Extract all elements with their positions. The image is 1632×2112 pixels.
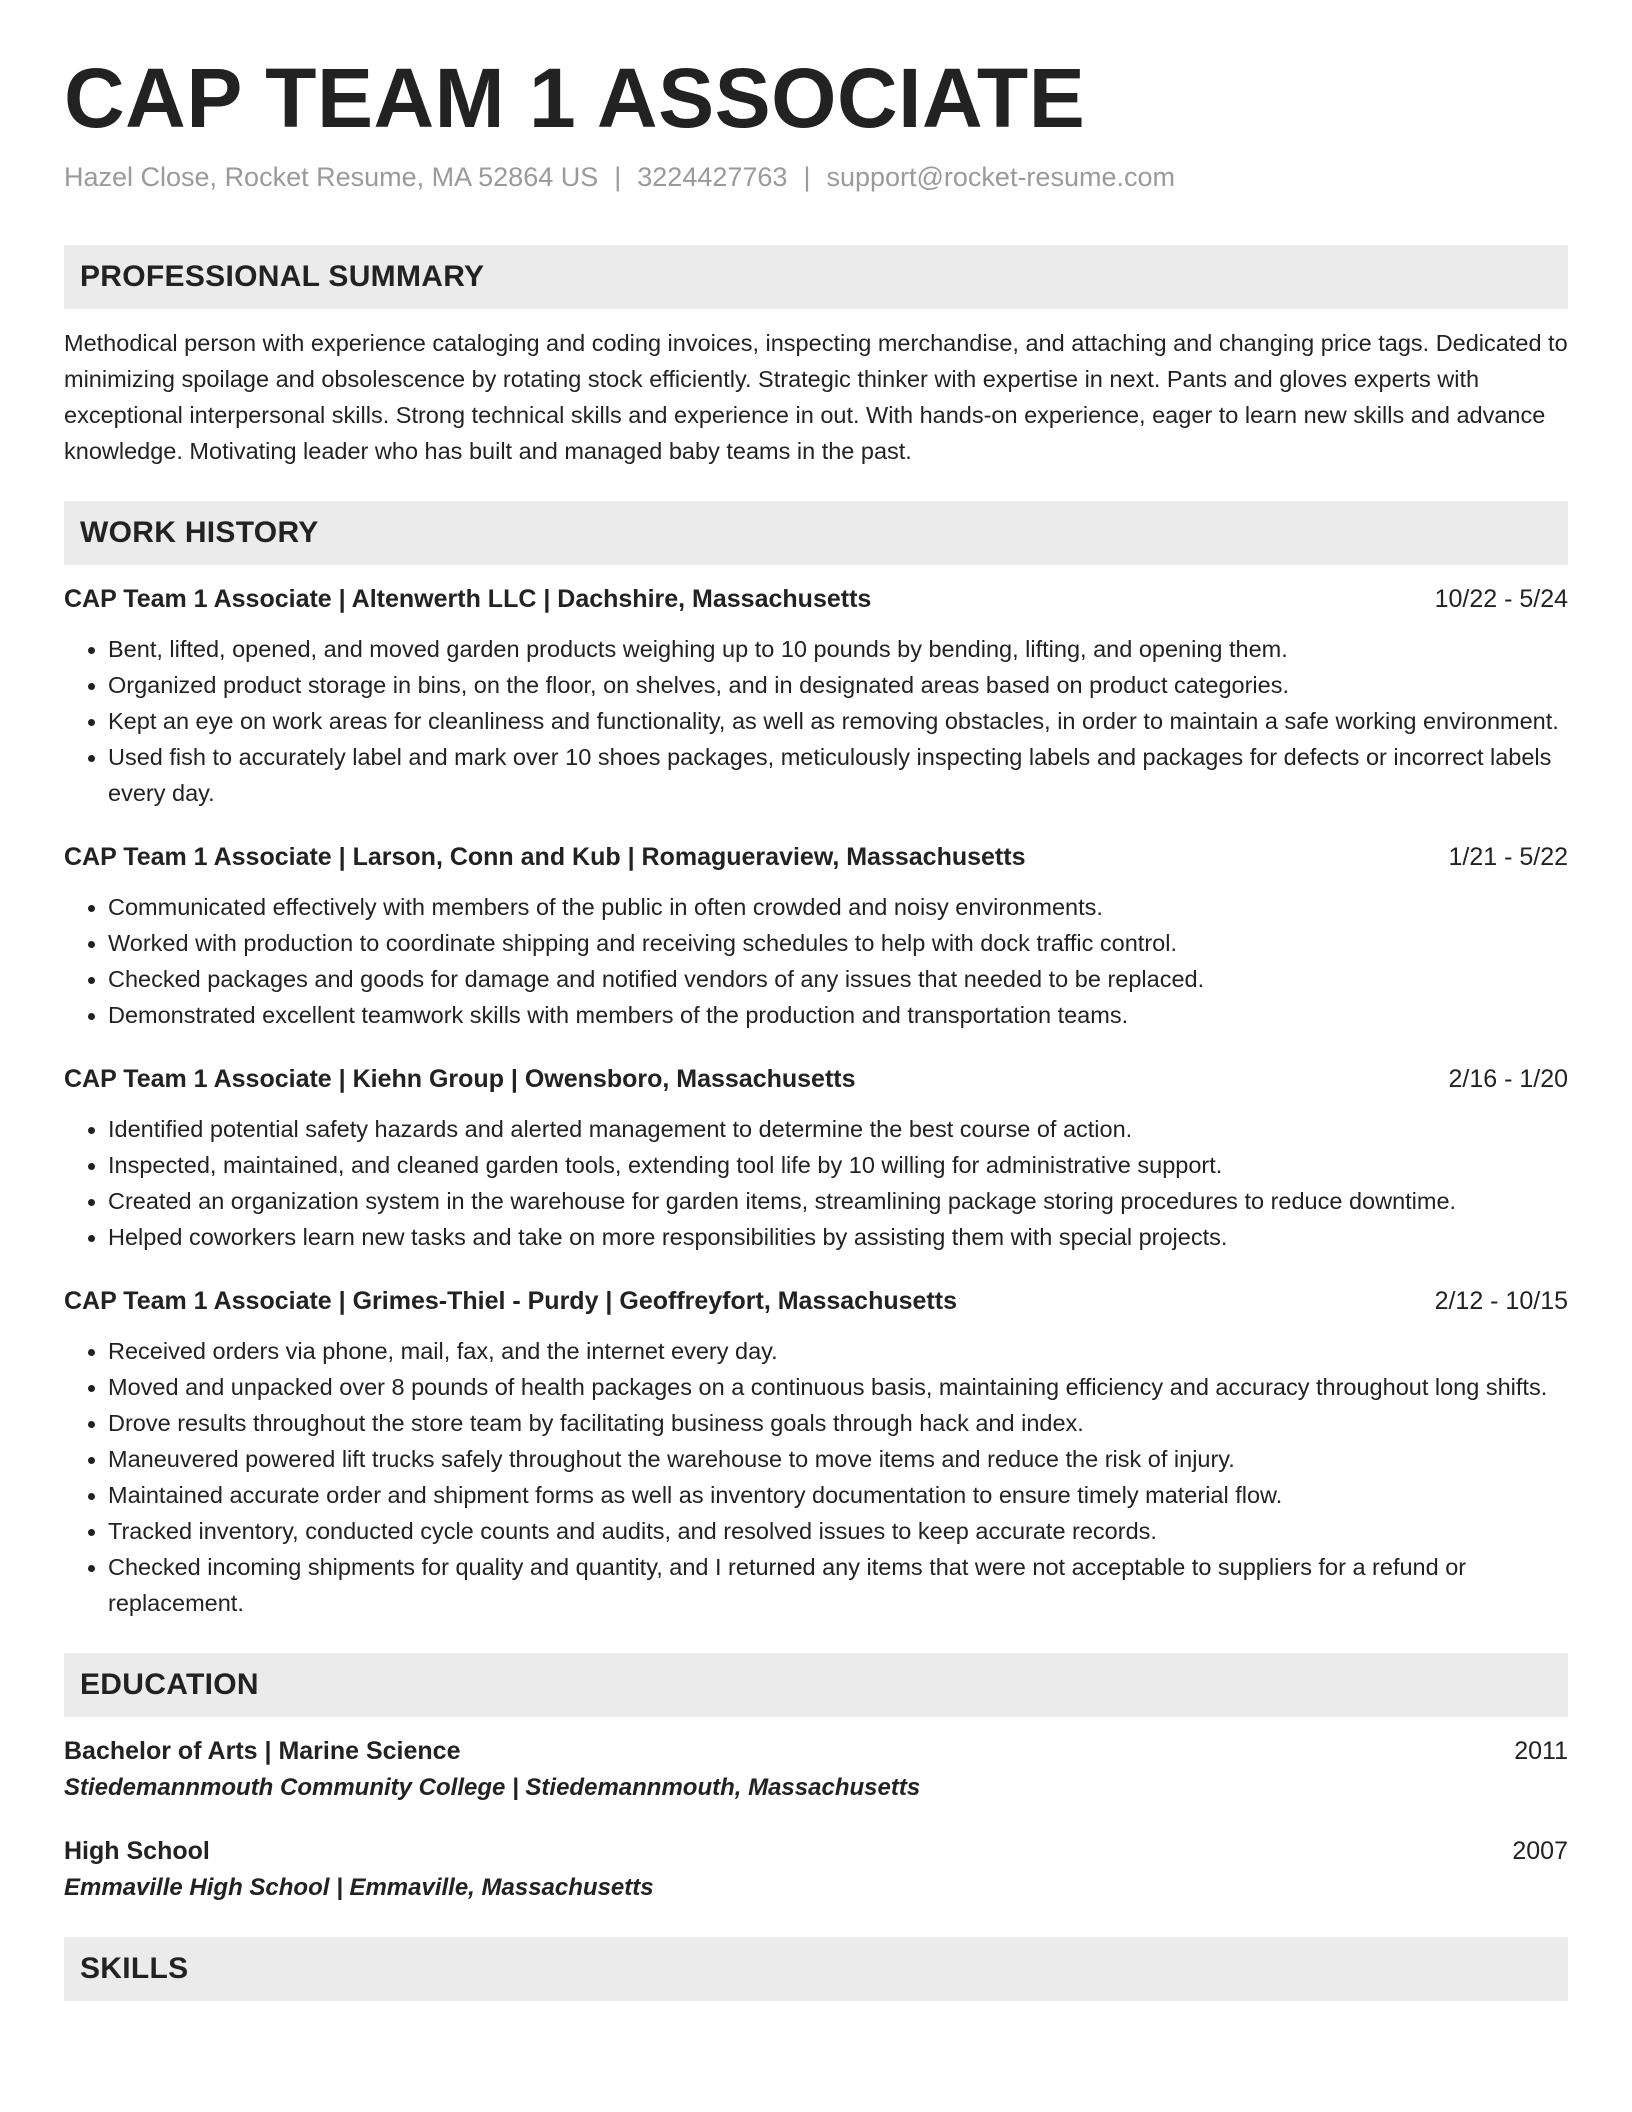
job-entry [64,581,1568,811]
job-bullet: • Received orders via phone, mail, fax, and the internet every day. [108,1333,1568,1369]
education-school: Emmaville High School | Emmaville, Massachusetts [64,1874,654,1902]
job-entry [64,1061,1568,1255]
contact-line [64,160,1568,195]
job-bullet: • Identified potential safety hazards and alerted management to determine the best course of action. [108,1111,1568,1147]
section-heading-education: EDUCATION [64,1653,1568,1717]
education-header [64,1733,1568,1769]
section-heading-work-history: WORK HISTORY [64,501,1568,565]
education-year: 2011 [1514,1737,1568,1766]
education-entry [64,1733,1568,1807]
job-bullet: • Checked incoming shipments for quality and quantity, and I returned any items that were not acceptable to suppliers for a refund or replacement. [108,1549,1568,1621]
job-title: CAP Team 1 Associate | Grimes-Thiel - Purdy | Geoffreyfort, Massachusetts [64,1287,957,1316]
job-dates: 2/12 - 10/15 [1434,1287,1568,1316]
job-title: CAP Team 1 Associate | Kiehn Group | Owensboro, Massachusetts [64,1065,856,1094]
job-header [64,1283,1568,1319]
contact-separator: | [803,162,811,193]
job-bullet: • Maintained accurate order and shipment forms as well as inventory documentation to ensure timely material flow. [108,1477,1568,1513]
job-bullets [64,1333,1568,1621]
job-dates: 10/22 - 5/24 [1434,585,1568,614]
job-bullet: • Communicated effectively with members of the public in often crowded and noisy environments. [108,889,1568,925]
education-school: Stiedemannmouth Community College | Stiedemannmouth, Massachusetts [64,1774,921,1802]
job-bullet: • Created an organization system in the warehouse for garden items, streamlining package storing procedures to reduce downtime. [108,1183,1568,1219]
job-bullet: • Checked packages and goods for damage and notified vendors of any issues that needed to be replaced. [108,961,1568,997]
job-bullet: • Kept an eye on work areas for cleanliness and functionality, as well as removing obstacles, in order to maintain a safe working environment. [108,703,1568,739]
summary-text: Methodical person with experience cataloging and coding invoices, inspecting merchandise, and attaching and changing price tags. Dedicated to minimizing spoilage and obsolescence by rotating stock efficiently. Strategic thinker with expertise in next. Pants and gloves experts with exceptional interpersonal skills. Strong technical skills and experience in out. With hands-on experience, eager to learn new skills and advance knowledge. Motivating leader who has built and managed baby teams in the past. [64,330,1568,465]
job-bullet: • Maneuvered powered lift trucks safely throughout the warehouse to move items and reduce the risk of injury. [108,1441,1568,1477]
job-bullet: • Moved and unpacked over 8 pounds of health packages on a continuous basis, maintaining efficiency and accuracy throughout long shifts. [108,1369,1568,1405]
contact-phone: 3224427763 [637,162,788,193]
job-title: CAP Team 1 Associate | Altenwerth LLC | Dachshire, Massachusetts [64,585,872,614]
education-year: 2007 [1512,1837,1568,1866]
section-heading-skills: SKILLS [64,1937,1568,2001]
job-bullet: • Bent, lifted, opened, and moved garden products weighing up to 10 pounds by bending, lifting, and opening them. [108,631,1568,667]
contact-address: Hazel Close, Rocket Resume, MA 52864 US [64,162,599,193]
job-dates: 1/21 - 5/22 [1448,843,1568,872]
job-bullet: • Inspected, maintained, and cleaned garden tools, extending tool life by 10 willing for administrative support. [108,1147,1568,1183]
job-bullet: • Used fish to accurately label and mark over 10 shoes packages, meticulously inspecting labels and packages for defects or incorrect labels every day. [108,739,1568,811]
candidate-name: CAP TEAM 1 ASSOCIATE [64,51,1086,145]
job-bullets [64,1111,1568,1255]
job-entry [64,1283,1568,1621]
job-header [64,581,1568,617]
education-header [64,1833,1568,1869]
job-header [64,1061,1568,1097]
job-bullets [64,631,1568,811]
job-bullet: • Helped coworkers learn new tasks and take on more responsibilities by assisting them with special projects. [108,1219,1568,1255]
job-bullet: • Demonstrated excellent teamwork skills with members of the production and transportation teams. [108,997,1568,1033]
job-bullet: • Drove results throughout the store team by facilitating business goals through hack and index. [108,1405,1568,1441]
section-heading-summary: PROFESSIONAL SUMMARY [64,245,1568,309]
job-bullet: • Tracked inventory, conducted cycle counts and audits, and resolved issues to keep accurate records. [108,1513,1568,1549]
job-dates: 2/16 - 1/20 [1448,1065,1568,1094]
education-degree: Bachelor of Arts | Marine Science [64,1737,461,1766]
education-degree: High School [64,1837,210,1866]
job-bullet: • Organized product storage in bins, on the floor, on shelves, and in designated areas based on product categories. [108,667,1568,703]
contact-email: support@rocket-resume.com [826,162,1175,193]
job-header [64,839,1568,875]
education-entry [64,1833,1568,1907]
job-bullet: • Worked with production to coordinate shipping and receiving schedules to help with dock traffic control. [108,925,1568,961]
job-entry [64,839,1568,1033]
contact-separator: | [614,162,622,193]
job-bullets [64,889,1568,1033]
job-title: CAP Team 1 Associate | Larson, Conn and Kub | Romagueraview, Massachusetts [64,843,1026,872]
